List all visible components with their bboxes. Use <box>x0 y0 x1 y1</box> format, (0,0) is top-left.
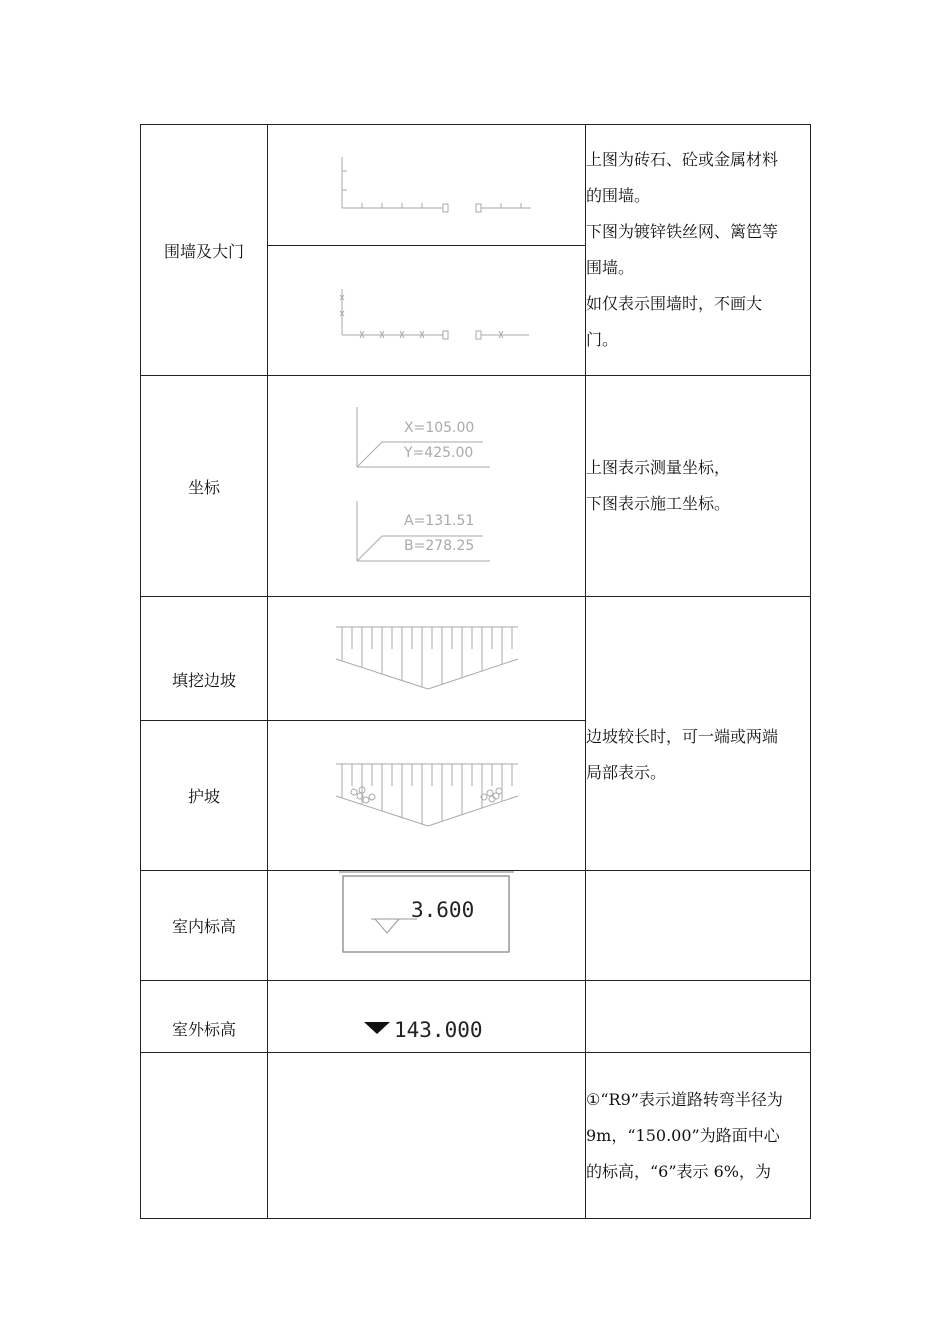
desc-line: 9m，“150.00”为路面中心 <box>586 1126 780 1145</box>
outdoor-elevation-value: 143.000 <box>393 1018 483 1042</box>
fence-wall-symbol <box>307 271 547 351</box>
row-name-outdoor: 室外标高 <box>141 981 268 1053</box>
indoor-elevation-value: 3.600 <box>411 898 475 922</box>
desc-line: 围墙。 <box>586 258 635 277</box>
row-desc-road <box>586 1053 811 1219</box>
desc-line: 上图为砖石、砼或金属材料 <box>586 150 779 169</box>
protect-slope-figure <box>268 721 586 871</box>
road-figure <box>268 1053 586 1219</box>
construction-a-label: A=131.51 <box>403 512 474 529</box>
desc-line: 的围墙。 <box>586 186 651 205</box>
desc-line: 如仅表示围墙时，不画大 <box>586 294 763 313</box>
filled-triangle-icon <box>364 1022 390 1034</box>
row-desc-slope <box>586 597 811 871</box>
coord-figure <box>268 376 586 597</box>
coordinate-symbol <box>337 399 517 574</box>
desc-line: 的标高，“6”表示 6%，为 <box>586 1162 772 1181</box>
survey-x-label: X=105.00 <box>403 419 474 436</box>
row-desc-coord <box>586 376 811 597</box>
outdoor-elevation-figure <box>268 981 586 1053</box>
fill-slope-figure <box>268 597 586 721</box>
survey-y-label: Y=425.00 <box>403 444 473 461</box>
row-desc-indoor <box>586 871 811 981</box>
row-desc-wall <box>586 125 811 376</box>
desc-line: 上图表示测量坐标， <box>586 458 731 477</box>
row-name-coord: 坐标 <box>141 376 268 597</box>
wall-fence-figure <box>268 246 586 376</box>
desc-line: 下图为镀锌铁丝网、篱笆等 <box>586 222 779 241</box>
row-name-fill: 填挖边坡 <box>141 597 268 721</box>
row-name-indoor: 室内标高 <box>141 871 268 981</box>
protect-slope-symbol <box>332 760 522 832</box>
desc-line: 局部表示。 <box>586 762 667 782</box>
desc-line: 下图表示施工坐标。 <box>586 494 731 513</box>
row-name-wall: 围墙及大门 <box>141 125 268 376</box>
wall-solid-figure <box>268 125 586 246</box>
outdoor-elevation-symbol <box>362 1016 492 1042</box>
solid-wall-symbol <box>307 145 547 225</box>
row-desc-outdoor <box>586 981 811 1053</box>
fill-slope-symbol <box>332 623 522 695</box>
indoor-elevation-figure <box>268 871 586 981</box>
desc-line: ①“R9”表示道路转弯半径为 <box>586 1090 783 1109</box>
legend-table <box>140 124 811 1219</box>
row-name-slope: 护坡 <box>141 721 268 871</box>
construction-b-label: B=278.25 <box>403 537 474 554</box>
row-name-road <box>141 1053 268 1219</box>
desc-line: 边坡较长时，可一端或两端 <box>586 726 779 746</box>
desc-line: 门。 <box>586 330 619 349</box>
indoor-elevation-symbol <box>339 871 514 953</box>
